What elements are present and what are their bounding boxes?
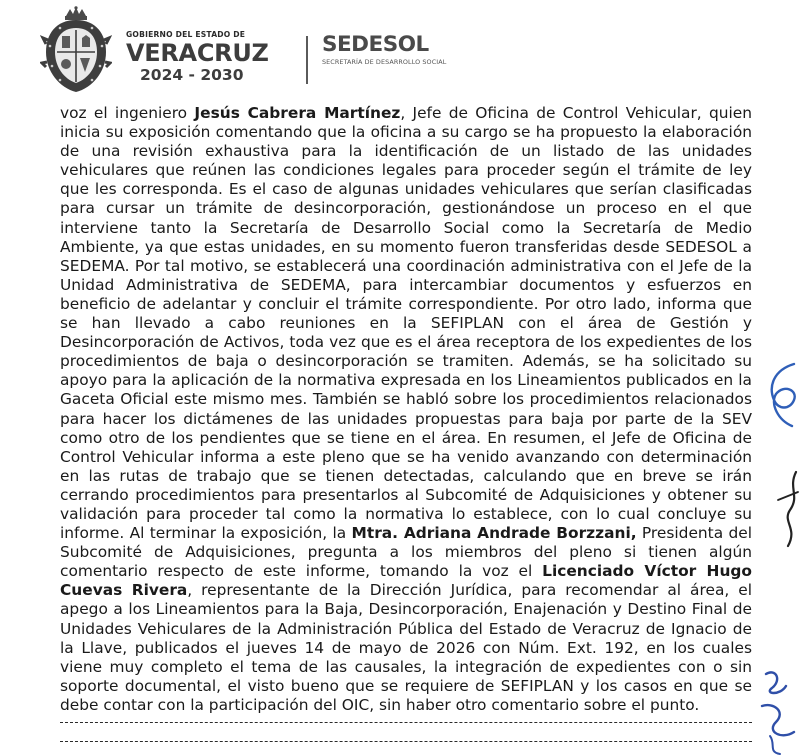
header-divider — [306, 36, 308, 84]
text-run: voz el ingeniero — [60, 104, 195, 122]
bold-name-run: Jesús Cabrera Martínez — [194, 104, 401, 122]
state-coat-of-arms-icon — [40, 6, 112, 94]
agency-acronym: SEDESOL — [322, 32, 429, 57]
text-run: , Jefe de Oficina de Control Vehicular, quien inicia su exposición comentando que la oficina a su cargo se ha propuesto la elaboración de una revisión exhaustiva para la identificación de un listado de las unidades vehiculares que reúnen las condiciones legales para proceder según el trámite de ley que les corresponda. Es el caso de algunas unidades vehiculares que serían clasificadas para cursar un trámite de desincorporación, gestionándose un proceso en el que interviene tanto la Secretaría de Desarrollo Social como la Secretaría de Medio Ambiente, ya que estas unidades, en su momento fueron transferidas desde SEDESOL a SEDEMA. Por tal motivo, se establecerá una coordinación administrativa con el Jefe de la Unidad Administrativa de SEDEMA, para intercambiar documentos y esfuerzos en beneficio de adelantar y concluir el trámite correspondiente. Por otro lado, informa que se han llevado a cabo reuniones en la SEFIPLAN con el área de Gestión y Desincorporación de Activos, toda vez que es el área receptora de los expedientes de los procedimientos de baja o desincorporación se tramiten. Además, se ha solicitado su apoyo para la aplicación de la normativa expresada en los Lineamientos publicados en la Gaceta Oficial este mismo mes. También se habló sobre los procedimientos relacionados para hacer los dictámenes de las unidades propuestas para baja por parte de la SEV como otro de los pendientes que se tiene en el área. En resumen, el Jefe de Oficina de Control Vehicular informa a este pleno que se ha venido avanzando con determinación en las rutas de trabajo que se tienen detectadas, calculando que en breve se irán cerrando procedimientos para presentarlos al Subcomité de Adquisiciones y obtener su validación para proceder tal como la normativa lo establece, con lo cual concluye su informe. Al terminar la exposición, la — [60, 104, 753, 543]
letterhead — [40, 6, 460, 98]
text-run: , representante de la Dirección Jurídica, para recomendar al área, el apego a los Lineamientos para la Baja, Desincorporación, Enajenación y Destino Final de Unidades Vehiculares de la Administración Pública del Estado de Veracruz de Ignacio de la Llave, publicados el jueves 14 de mayo de 2026 con Núm. Ext. 192, en los cuales viene muy completo el tema de las causales, la integración de expedientes con o sin soporte documental, el visto bueno que se requiere de SEFIPLAN y los casos en que se debe contar con la participación del OIC, sin haber otro comentario sobre el punto. — [60, 581, 752, 714]
handwritten-signature-icon — [770, 470, 800, 550]
handwritten-signature-icon — [756, 666, 800, 756]
state-government-wordmark — [126, 30, 286, 84]
bold-name-run: Licenciado Víctor Hugo Cuevas Rivera — [60, 562, 752, 600]
administration-period: 2024 - 2030 — [140, 66, 244, 84]
handwritten-initial-icon — [764, 360, 800, 430]
dash-filler-line — [60, 741, 752, 742]
dash-filler-line — [60, 722, 752, 723]
government-line: GOBIERNO DEL ESTADO DE — [126, 30, 246, 39]
text-run: Presidenta del Subcomité de Adquisiciones, pregunta a los miembros del pleno si tienen algún comentario respecto de este informe, tomando la voz el — [60, 524, 752, 581]
agency-wordmark — [322, 33, 462, 66]
state-name: VERACRUZ — [126, 39, 269, 67]
minutes-paragraph — [60, 104, 752, 715]
agency-full-name: SECRETARÍA DE DESARROLLO SOCIAL — [322, 58, 447, 66]
bold-name-run: Mtra. Adriana Andrade Borzzani, — [351, 524, 637, 543]
